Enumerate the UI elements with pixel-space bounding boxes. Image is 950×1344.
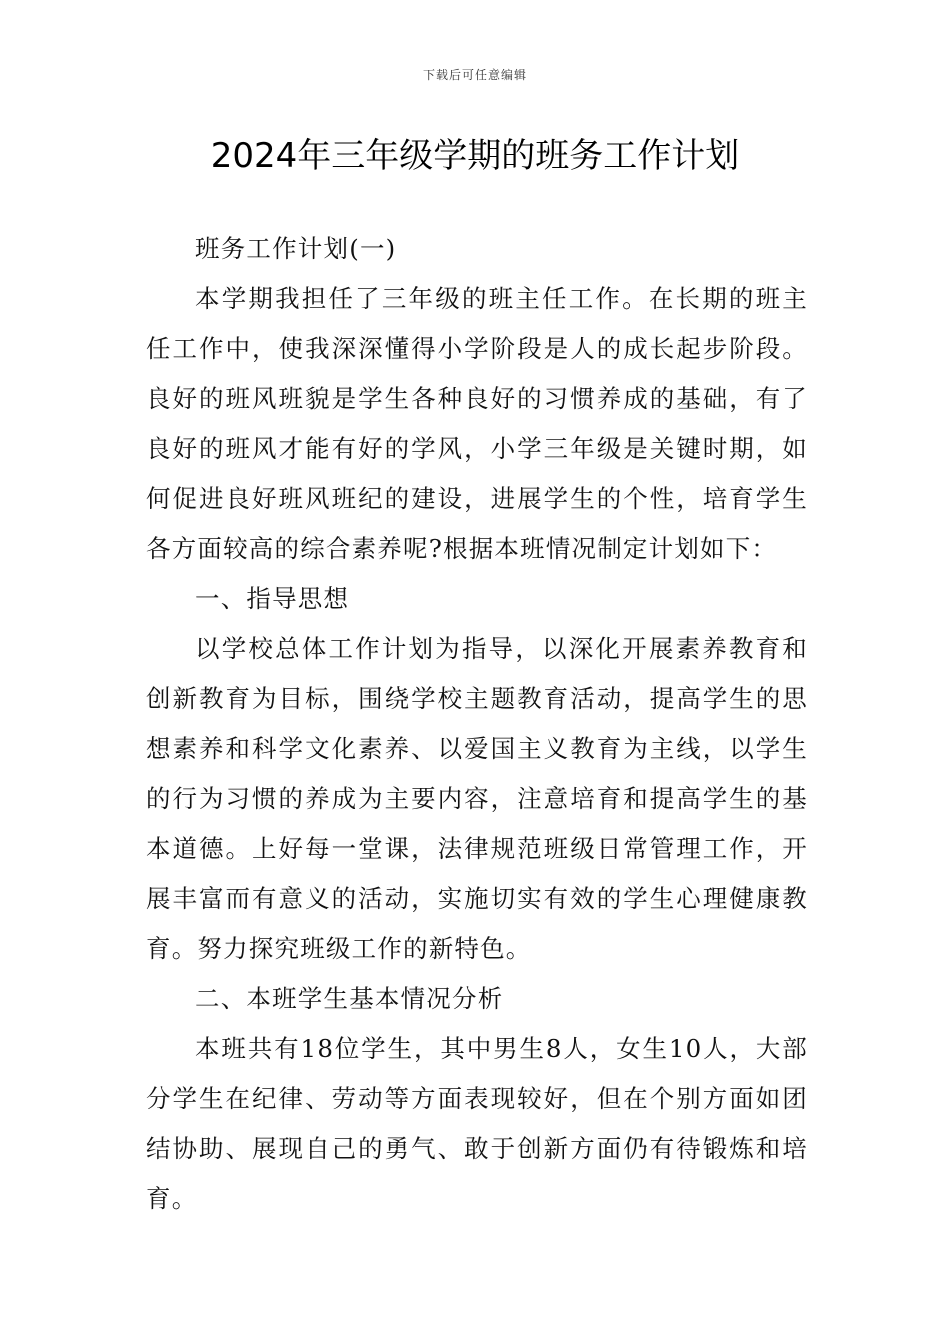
guiding-ideology-paragraph: 以学校总体工作计划为指导，以深化开展素养教育和创新教育为目标，围绕学校主题教育活动，提高学生的思想素养和科学文化素养、以爱国主义教育为主线，以学生的行为习惯的养成为主要内容，注意培育和提高学生的基本道德。上好每一堂课，法律规范班级日常管理工作，开展丰富而有意义的活动，实施切实有效的学生心理健康教育。努力探究班级工作的新特色。 <box>146 634 808 963</box>
intro-paragraph: 本学期我担任了三年级的班主任工作。在长期的班主任工作中，使我深深懂得小学阶段是人的成长起步阶段。良好的班风班貌是学生各种良好的习惯养成的基础，有了良好的班风才能有好的学风，小学三年级是关键时期，如何促进良好班风班纪的建设，进展学生的个性，培育学生各方面较高的综合素养呢?根据本班情况制定计划如下： <box>146 284 808 563</box>
section-heading-plan: 班务工作计划(一) <box>195 234 397 263</box>
section-heading-guiding-ideology: 一、指导思想 <box>195 584 350 613</box>
section-heading-class-analysis: 二、本班学生基本情况分析 <box>195 984 504 1013</box>
document-body <box>146 224 808 1224</box>
header-note: 下载后可任意编辑 <box>422 68 527 82</box>
class-analysis-paragraph: 本班共有18位学生，其中男生8人，女生10人，大部分学生在纪律、劳动等方面表现较好，但在个别方面如团结协助、展现自己的勇气、敢于创新方面仍有待锻炼和培育。 <box>146 1034 808 1213</box>
document-title: 2024年三年级学期的班务工作计划 <box>210 136 740 176</box>
